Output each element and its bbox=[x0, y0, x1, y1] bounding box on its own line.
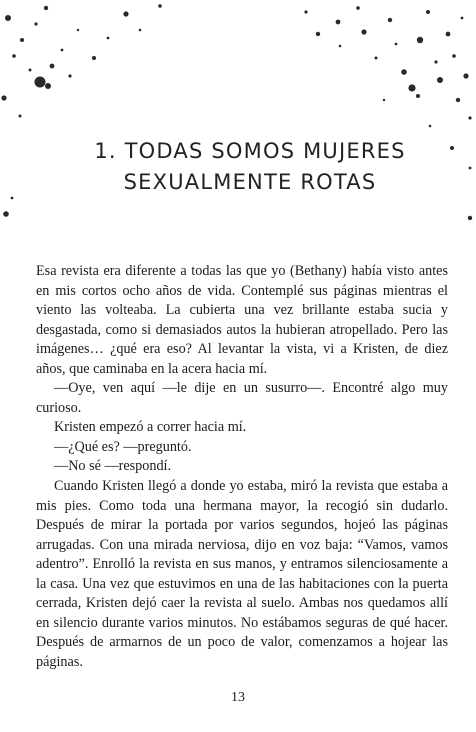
chapter-title bbox=[60, 136, 440, 198]
paragraph: —Oye, ven aquí —le dije en un susurro—. Encontré algo muy curioso. bbox=[36, 380, 448, 416]
paragraph: Esa revista era diferente a todas las que yo (Bethany) había visto antes en mis cortos ocho años de vida. Contemplé sus páginas mientras el viento las volteaba. La cubierta una vez brillante estaba sucia y desgastada, como si demasiados autos la hubieran atropellado. Pero las imágenes… ¿qué era eso? Al levantar la vista, vi a Kristen, de diez años, que caminaba en la acera hacia mí. bbox=[36, 263, 448, 377]
paragraph: Cuando Kristen llegó a donde yo estaba, miró la revista que estaba a mis pies. Como toda una hermana mayor, la recogió sin dudarlo. Después de mirar la portada por varios segundos, hojeó las páginas arrugadas. Con una mirada nerviosa, dijo en voz baja: “Vamos, vamos adentro”. Enrolló la revista en sus manos, y entramos silenciosamente a la casa. Una vez que estuvimos en una de las habitaciones con la puerta cerrada, Kristen dejó caer la revista al suelo. Ambas nos quedamos allí en silencio durante varios minutos. No estábamos seguras de qué hacer. Después de armarnos de un poco de valor, comenzamos a hojear las páginas. bbox=[36, 478, 448, 670]
chapter-title-line-1: 1. TODAS SOMOS MUJERES bbox=[94, 139, 406, 163]
ink-splatter-decoration bbox=[0, 0, 476, 260]
paragraph: Kristen empezó a correr hacia mí. bbox=[54, 419, 247, 436]
chapter-title-line-2: SEXUALMENTE ROTAS bbox=[123, 170, 377, 194]
paragraph: —No sé —respondí. bbox=[54, 458, 172, 475]
paragraph: —¿Qué es? —preguntó. bbox=[54, 438, 192, 455]
page-number: 13 bbox=[231, 690, 245, 705]
chapter-body bbox=[36, 262, 448, 672]
